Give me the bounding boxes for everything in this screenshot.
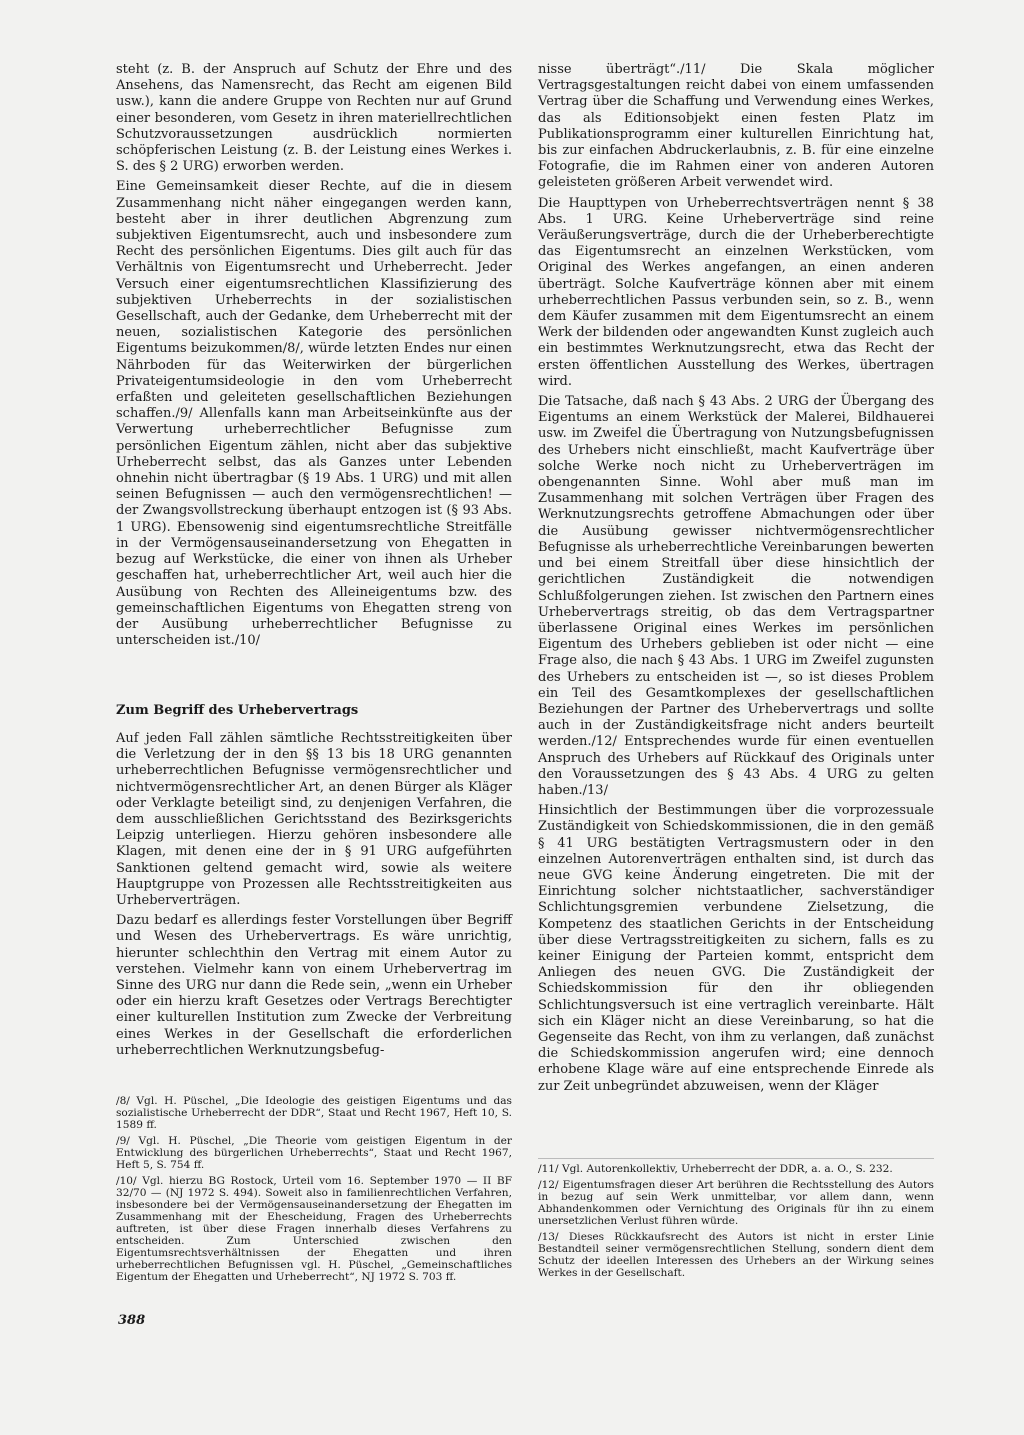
paragraph: Hinsichtlich der Bestimmungen über die vorprozessuale Zuständigkeit von Schiedskommissionen, die in den gemäß § 41 URG bestätigten Vertragsmustern oder in den einzelnen Autorenverträgen enthalten sind, ist durch das neue GVG keine Änderung eingetreten. Die mit der Einrichtung solcher nichtstaatlicher, sachverständiger Schlichtungsgremien verbundene Zielsetzung, die Kompetenz des staatlichen Gerichts in der Entscheidung über diese Vertragsstreitigkeiten zu sichern, falls es zu keiner Einigung der Parteien kommt, entspricht dem Anliegen des neuen GVG. Die Zuständigkeit der Schiedskommission für den ihr obliegenden Schlichtungsversuch ist eine vertraglich vereinbarte. Hält sich ein Kläger nicht an diese Vereinbarung, so hat die Gegenseite das Recht, von ihm zu verlangen, daß zunächst die Schiedskommission angerufen wird; eine dennoch erhobene Klage wäre auf eine entsprechende Einrede als zur Zeit unbegründet abzuweisen, wenn der Kläger <box>538 803 934 1094</box>
right-footnotes <box>538 1163 934 1283</box>
footnote-divider <box>538 1158 934 1159</box>
paragraph: Dazu bedarf es allerdings fester Vorstellungen über Begriff und Wesen des Urhebervertrags. Es wäre unrichtig, hierunter schlechthin den Vertrag mit einem Autor zu verstehen. Vielmehr kann von einem Urhebervertrag im Sinne des URG nur dann die Rede sein, „wenn ein Urheber oder ein hierzu kraft Gesetzes oder Vertrags Berechtigter einer kulturellen Institution zum Zwecke der Verbreitung eines Werkes in der Gesellschaft die erforderlichen urheberrechtlichen Werknutzungsbefug- <box>116 913 512 1058</box>
footnote: /11/ Vgl. Autorenkollektiv, Urheberrecht der DDR, a. a. O., S. 232. <box>538 1163 893 1175</box>
left-footnotes <box>116 1095 512 1287</box>
left-column-lower <box>116 731 512 1063</box>
footnote: /12/ Eigentumsfragen dieser Art berühren die Rechtsstellung des Autors in bezug auf sein Werk unmittelbar, vor allem dann, wenn Abhandenkommen oder Vernichtung des Originals für ihn zu einem unersetzlichen Verlust führen würde. <box>538 1179 934 1227</box>
paragraph: Eine Gemeinsamkeit dieser Rechte, auf die in diesem Zusammenhang nicht näher eingegangen werden kann, besteht aber in ihrer deutlichen Abgrenzung zum subjektiven Eigentumsrecht, auch und insbesondere zum Recht des persönlichen Eigentums. Dies gilt auch für das Verhältnis von Eigentumsrecht und Urheberrecht. Jeder Versuch einer eigentumsrechtlichen Klassifizierung des subjektiven Urheberrechts in der sozialistischen Gesellschaft, auch der Gedanke, dem Urheberrecht mit der neuen, sozialistischen Kategorie des persönlichen Eigentums beizukommen/8/, würde letzten Endes nur einen Nährboden für das Weiterwirken der bürgerlichen Privateigentumsideologie in den vom Urheberrecht erfaßten und geleiteten gesellschaftlichen Beziehungen schaffen./9/ Allenfalls kann man Arbeitseinkünfte aus der Verwertung urheberrechtlicher Befugnisse zum persönlichen Eigentum zählen, nicht aber das subjektive Urheberrecht selbst, das als Ganzes unter Lebenden ohnehin nicht übertragbar (§ 19 Abs. 1 URG) und mit allen seinen Befugnissen — auch den vermögensrechtlichen! — der Zwangsvollstreckung überhaupt entzogen ist (§ 93 Abs. 1 URG). Ebensowenig sind eigentumsrechtliche Streitfälle in der Vermögensauseinandersetzung von Ehegatten in bezug auf Werkstücke, die einer von ihnen als Urheber geschaffen hat, urheberrechtlicher Art, weil auch hier die Ausübung von Rechten des Alleineigentums bzw. des gemeinschaftlichen Eigentums von Ehegatten streng von der Ausübung urheberrechtlicher Befugnisse zu unterscheiden ist./10/ <box>116 179 512 649</box>
footnote: /8/ Vgl. H. Püschel, „Die Ideologie des geistigen Eigentums und das sozialistische Urheberrecht der DDR“, Staat und Recht 1967, Heft 10, S. 1589 ff. <box>116 1095 512 1131</box>
paragraph: nisse überträgt“./11/ Die Skala möglicher Vertragsgestaltungen reicht dabei von einem umfassenden Vertrag über die Schaffung und Verwendung eines Werkes, das als Editionsobjekt einen festen Platz im Publikationsprogramm einer kulturellen Einrichtung hat, bis zur einfachen Abdruckerlaubnis, z. B. für eine einzelne Fotografie, die im Rahmen einer von anderen Autoren geleisteten größeren Arbeit verwendet wird. <box>538 62 934 191</box>
paragraph: Die Tatsache, daß nach § 43 Abs. 2 URG der Übergang des Eigentums an einem Werkstück der Malerei, Bildhauerei usw. im Zweifel die Übertragung von Nutzungsbefugnissen des Urhebers nicht einschließt, macht Kaufverträge über solche Werke noch nicht zu Urheberverträgen im obengenannten Sinne. Wohl aber muß man im Zusammenhang mit solchen Verträgen über Fragen des Werknutzungsrechts getroffene Abmachungen oder über die Ausübung gewisser nichtvermögensrechtlicher Befugnisse als urheberrechtliche Vereinbarungen bewerten und bei einem Streitfall über diese hinsichtlich der gerichtlichen Zuständigkeit die notwendigen Schlußfolgerungen ziehen. Ist zwischen den Partnern eines Urhebervertrags streitig, ob das dem Vertragspartner überlassene Original eines Werkes im persönlichen Eigentum des Urhebers geblieben ist oder nicht — eine Frage also, die nach § 43 Abs. 1 URG im Zweifel zugunsten des Urhebers zu entscheiden ist —, so ist dieses Problem ein Teil des Gesamtkomplexes der gesellschaftlichen Beziehungen der Partner des Urhebervertrags und sollte auch in der Zuständigkeitsfrage nicht anders beurteilt werden./12/ Entsprechendes wurde für einen eventuellen Anspruch des Urhebers auf Rückkauf des Originals unter den Voraussetzungen des § 43 Abs. 4 URG zu gelten haben./13/ <box>538 394 934 798</box>
footnote: /10/ Vgl. hierzu BG Rostock, Urteil vom 16. September 1970 — II BF 32/70 — (NJ 1972 S. 494). Soweit also in familienrechtlichen Verfahren, insbesondere bei der Vermögensauseinandersetzung der Ehegatten im Zusammenhang mit der Ehescheidung, Fragen des Urheberrechts auftreten, ist über diese Fragen innerhalb dieses Verfahrens zu entscheiden. Zum Unterschied zwischen den Eigentumsrechtsverhältnissen der Ehegatten und ihren urheberrechtlichen Befugnissen vgl. H. Püschel, „Gemeinschaftliches Eigentum der Ehegatten und Urheberrecht“, NJ 1972 S. 703 ff. <box>116 1175 512 1283</box>
paragraph: Auf jeden Fall zählen sämtliche Rechtsstreitigkeiten über die Verletzung der in den §§ 13 bis 18 URG genannten urheberrechtlichen Befugnisse vermögensrechtlicher und nichtvermögensrechtlicher Art, an denen Bürger als Kläger oder Verklagte beteiligt sind, zu denjenigen Verfahren, die dem ausschließlichen Gerichtsstand des Bezirksgerichts Leipzig unterliegen. Hierzu gehören insbesondere alle Klagen, mit denen eine der in § 91 URG aufgeführten Sanktionen geltend gemacht wird, sowie als weitere Hauptgruppe von Prozessen alle Rechtsstreitigkeiten aus Urheberverträgen. <box>116 731 512 909</box>
left-column <box>116 62 512 653</box>
right-column <box>538 62 934 1099</box>
page-number: 388 <box>118 1313 146 1328</box>
footnote: /9/ Vgl. H. Püschel, „Die Theorie vom geistigen Eigentum in der Entwicklung des bürgerlichen Urheberrechts“, Staat und Recht 1967, Heft 5, S. 754 ff. <box>116 1135 512 1171</box>
paragraph: steht (z. B. der Anspruch auf Schutz der Ehre und des Ansehens, das Namensrecht, das Recht am eigenen Bild usw.), kann die andere Gruppe von Rechten nur auf Grund einer besonderen, vom Gesetz in ihren materiellrechtlichen Schutzvoraussetzungen ausdrücklich normierten schöpferischen Leistung (z. B. der Leistung eines Werkes i. S. des § 2 URG) erworben werden. <box>116 62 512 175</box>
paragraph: Die Haupttypen von Urheberrechtsverträgen nennt § 38 Abs. 1 URG. Keine Urheberverträge sind reine Veräußerungsverträge, durch die der Urheberberechtigte das Eigentumsrecht an einzelnen Werkstücken, vom Original des Werkes angefangen, an einen anderen überträgt. Solche Kaufverträge können aber mit einem urheberrechtlichen Passus verbunden sein, so z. B., wenn dem Käufer zusammen mit dem Eigentumsrecht an einem Werk der bildenden oder angewandten Kunst zugleich auch ein bestimmtes Werknutzungsrecht, etwa das Recht der ersten öffentlichen Ausstellung des Werkes, übertragen wird. <box>538 195 934 389</box>
footnote: /13/ Dieses Rückkaufsrecht des Autors ist nicht in erster Linie Bestandteil seiner vermögensrechtlichen Stellung, sondern dient dem Schutz der ideellen Interessen des Urhebers an der Wirkung seines Werkes in der Gesellschaft. <box>538 1231 934 1279</box>
section-heading: Zum Begriff des Urhebervertrags <box>116 703 359 718</box>
